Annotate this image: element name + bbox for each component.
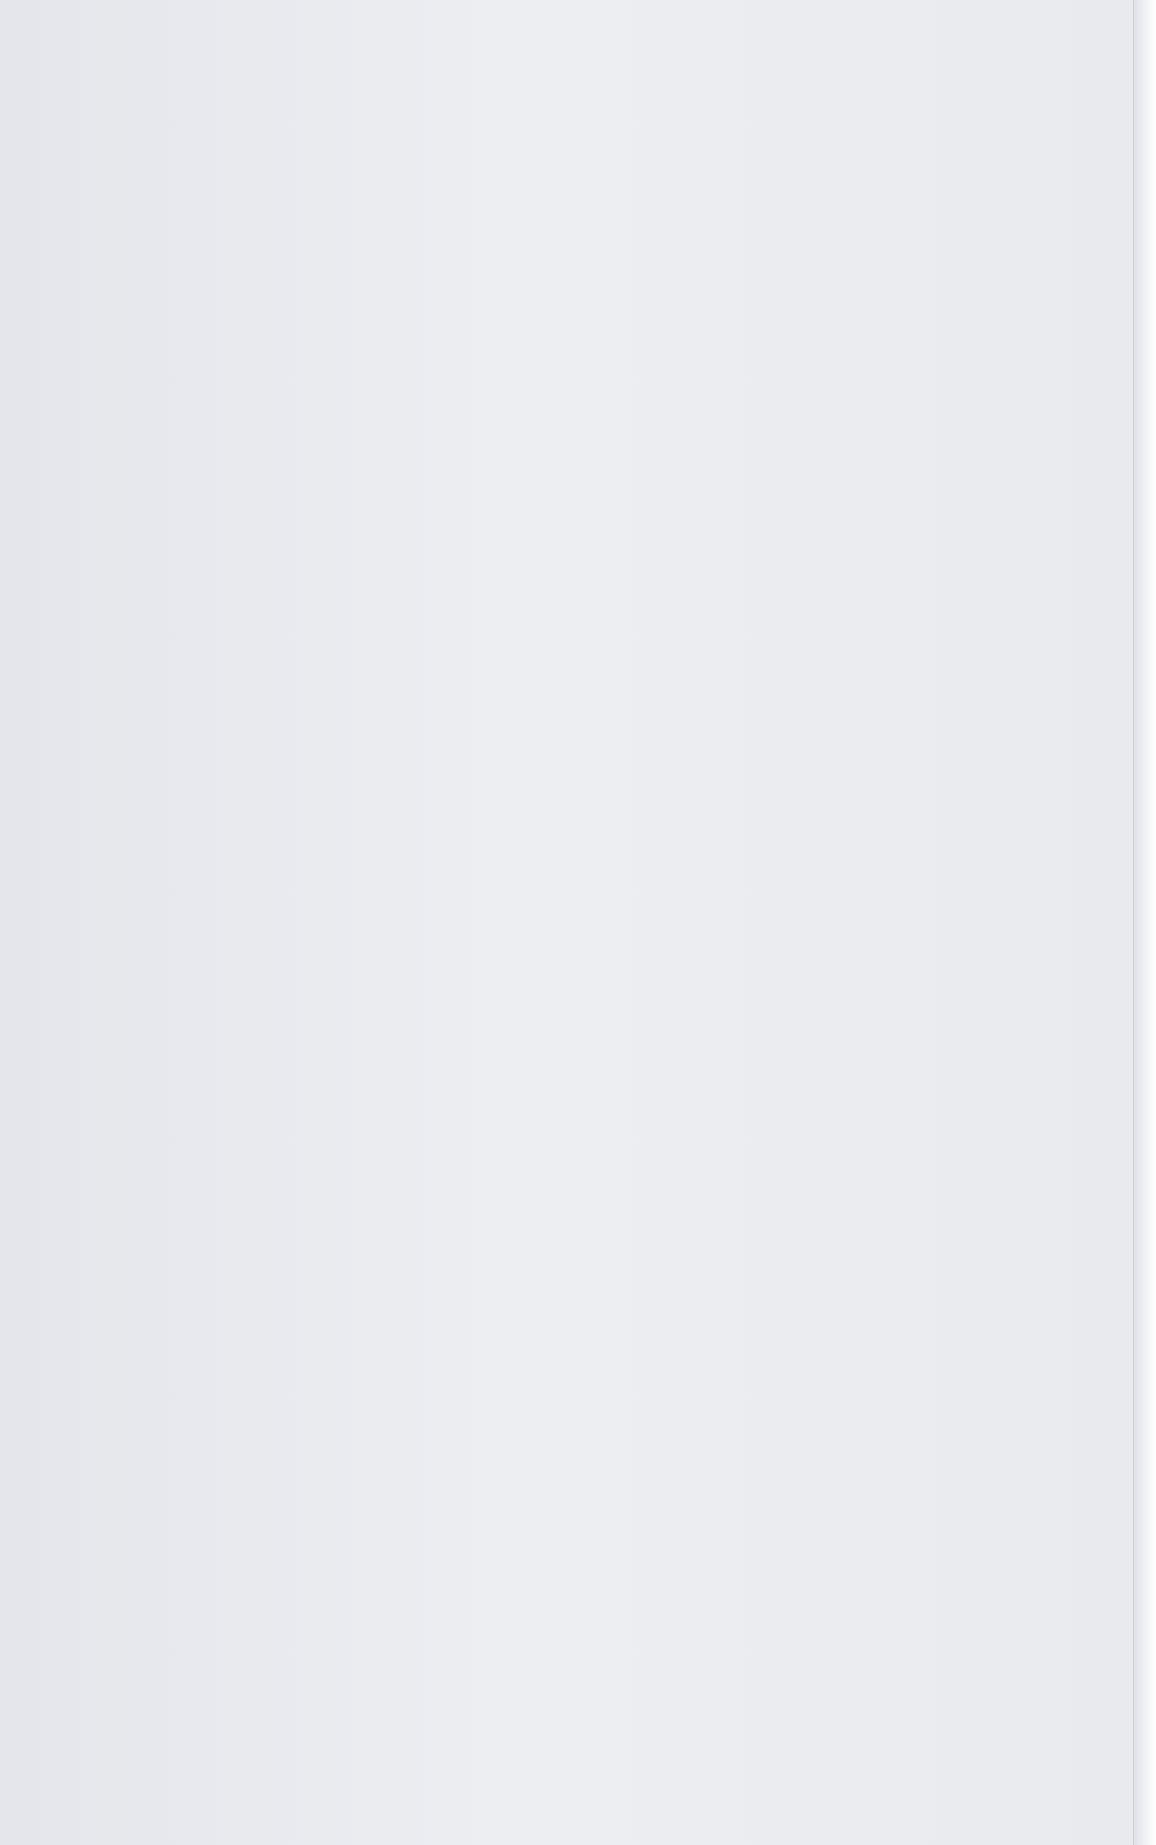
page-edge	[1133, 0, 1156, 1845]
